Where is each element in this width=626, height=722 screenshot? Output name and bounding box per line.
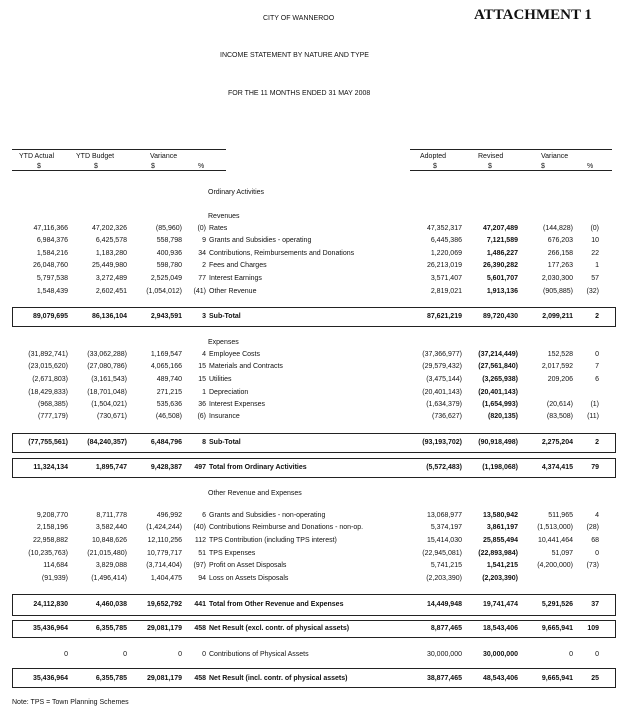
cell-b: 6,355,785	[95, 675, 127, 682]
cell-n: Net Result (incl. contr. of physical assets)	[209, 675, 348, 682]
table-row	[0, 511, 626, 521]
cell-p: (73)	[586, 562, 599, 569]
cell-rv: (1,654,993)	[482, 401, 518, 408]
cell-c: 15	[198, 363, 206, 370]
cell-n: Depreciation	[209, 389, 249, 396]
cell-n: TPS Expenses	[209, 550, 256, 557]
cell-c: 441	[194, 601, 206, 608]
cell-p: 0	[595, 351, 599, 358]
cell-a: 35,436,964	[32, 675, 68, 682]
divider	[410, 149, 612, 150]
cell-p: 10	[591, 237, 599, 244]
cell-rv: (27,561,840)	[478, 363, 518, 370]
cell-p: 37	[591, 601, 599, 608]
cell-ad: 26,213,019	[426, 262, 462, 269]
cell-n: Materials and Contracts	[209, 363, 283, 370]
cell-ad: 87,621,219	[426, 313, 462, 320]
cell-c: 9	[202, 237, 206, 244]
table-row	[0, 375, 626, 385]
cell-ad: 15,414,030	[426, 537, 462, 544]
cell-p: (28)	[586, 524, 599, 531]
cell-p: 1	[595, 262, 599, 269]
cell-b: 6,425,578	[95, 237, 127, 244]
cell-p: (1)	[590, 401, 599, 408]
cell-p: 0	[595, 651, 599, 658]
cell-a: 6,984,376	[36, 237, 68, 244]
report-period: FOR THE 11 MONTHS ENDED 31 MAY 2008	[228, 90, 371, 97]
net-box	[12, 620, 616, 638]
cell-p: 57	[591, 275, 599, 282]
cell-a: 11,324,134	[33, 464, 68, 471]
cell-c: 497	[194, 464, 206, 471]
table-row	[0, 400, 626, 410]
subtotal-box	[12, 433, 616, 453]
divider	[12, 149, 226, 150]
col-dollar: $	[151, 163, 155, 170]
cell-v: 598,780	[156, 262, 182, 269]
cell-ad: 38,877,465	[426, 675, 462, 682]
cell-vv: (83,508)	[546, 413, 573, 420]
cell-ad: 1,220,069	[430, 250, 462, 257]
cell-v: 558,798	[156, 237, 182, 244]
cell-p: (0)	[590, 225, 599, 232]
cell-ad: 6,445,386	[430, 237, 462, 244]
table-row	[0, 287, 626, 297]
cell-b: 6,355,785	[95, 625, 127, 632]
net-box	[12, 668, 616, 688]
cell-ad: 2,819,021	[430, 288, 462, 295]
cell-n: Interest Expenses	[209, 401, 266, 408]
cell-b: (21,015,480)	[87, 550, 127, 557]
cell-n: Grants and Subsidies - operating	[209, 237, 312, 244]
cell-b: 1,895,747	[95, 464, 127, 471]
table-row	[0, 549, 626, 559]
cell-b: 10,848,626	[91, 537, 127, 544]
cell-vv: 4,374,415	[541, 464, 573, 471]
cell-v: 271,215	[156, 389, 182, 396]
col-percent: %	[587, 163, 594, 170]
cell-rv: 1,486,227	[486, 250, 518, 257]
cell-a: 22,958,882	[32, 537, 68, 544]
cell-c: 3	[202, 313, 206, 320]
cell-vv: 152,528	[547, 351, 573, 358]
cell-vv: (4,200,000)	[537, 562, 573, 569]
cell-v: 29,081,179	[146, 625, 182, 632]
cell-a: 35,436,964	[32, 625, 68, 632]
cell-c: (6)	[197, 413, 206, 420]
cell-p: 25	[591, 675, 599, 682]
attachment-label: ATTACHMENT 1	[474, 7, 592, 23]
cell-p: 7	[595, 363, 599, 370]
section-expenses: Expenses	[208, 339, 239, 346]
cell-rv: 1,913,136	[486, 288, 518, 295]
cell-v: 12,110,256	[147, 537, 182, 544]
cell-rv: 25,855,494	[482, 537, 518, 544]
cell-n: Other Revenue	[209, 288, 257, 295]
cell-c: 34	[198, 250, 206, 257]
cell-p: 0	[595, 550, 599, 557]
cell-vv: 0	[569, 651, 573, 658]
cell-b: 0	[123, 651, 127, 658]
cell-rv: 48,543,406	[482, 675, 518, 682]
cell-c: 0	[202, 651, 206, 658]
cell-ad: 13,068,977	[426, 512, 462, 519]
cell-vv: 5,291,526	[541, 601, 573, 608]
cell-p: (11)	[587, 413, 599, 420]
cell-ad: (1,634,379)	[426, 401, 462, 408]
cell-vv: 676,203	[547, 237, 573, 244]
cell-ad: (736,627)	[432, 413, 462, 420]
section-ordinary: Ordinary Activities	[208, 189, 265, 196]
cell-a: 26,048,760	[32, 262, 68, 269]
cell-v: 1,404,475	[150, 575, 182, 582]
cell-v: 2,943,591	[150, 313, 182, 320]
table-row	[0, 224, 626, 234]
table-row	[0, 236, 626, 246]
cell-c: 112	[194, 537, 206, 544]
cell-vv: 2,099,211	[542, 313, 573, 320]
cell-c: 6	[202, 512, 206, 519]
cell-b: 3,272,489	[95, 275, 127, 282]
cell-a: 24,112,830	[33, 601, 68, 608]
cell-c: (97)	[193, 562, 206, 569]
cell-v: 9,428,387	[150, 464, 182, 471]
cell-ad: (20,401,143)	[422, 389, 462, 396]
cell-rv: (1,198,068)	[482, 464, 518, 471]
table-row	[0, 249, 626, 259]
table-row	[0, 561, 626, 571]
table-row	[0, 362, 626, 372]
cell-a: 2,158,196	[36, 524, 68, 531]
cell-ad: (22,945,081)	[422, 550, 462, 557]
cell-vv: 2,030,300	[541, 275, 573, 282]
cell-rv: (22,893,984)	[478, 550, 518, 557]
cell-vv: 266,158	[547, 250, 573, 257]
cell-ad: (37,366,977)	[422, 351, 462, 358]
table-row	[0, 650, 626, 660]
cell-ad: 5,374,197	[430, 524, 462, 531]
cell-v: 489,740	[156, 376, 182, 383]
cell-vv: (144,828)	[543, 225, 573, 232]
cell-n: Loss on Assets Disposals	[209, 575, 289, 582]
cell-rv: (3,265,938)	[482, 376, 518, 383]
cell-vv: 51,097	[551, 550, 573, 557]
col-dollar: $	[37, 163, 41, 170]
cell-b: 8,711,778	[96, 512, 127, 519]
cell-a: (77,755,561)	[28, 439, 68, 446]
cell-b: 1,183,280	[95, 250, 127, 257]
cell-rv: 89,720,430	[482, 313, 518, 320]
cell-v: 2,525,049	[150, 275, 182, 282]
cell-v: 535,636	[156, 401, 182, 408]
cell-n: Total from Other Revenue and Expenses	[209, 601, 344, 608]
cell-v: 19,652,792	[146, 601, 182, 608]
cell-vv: 2,275,204	[541, 439, 573, 446]
col-dollar: $	[94, 163, 98, 170]
cell-ad: (5,572,483)	[426, 464, 462, 471]
cell-a: (18,429,833)	[28, 389, 68, 396]
cell-a: (10,235,763)	[28, 550, 68, 557]
col-variance-2: Variance	[541, 153, 569, 160]
cell-vv: (905,885)	[543, 288, 573, 295]
cell-c: 8	[202, 439, 206, 446]
cell-n: Insurance	[209, 413, 240, 420]
cell-c: (40)	[193, 524, 206, 531]
table-row	[0, 350, 626, 360]
cell-vv: 9,665,941	[541, 675, 573, 682]
total-box	[12, 458, 616, 478]
cell-rv: (2,203,390)	[482, 575, 518, 582]
cell-ad: (93,193,702)	[422, 439, 462, 446]
cell-p: 109	[587, 625, 599, 632]
cell-vv: 9,665,941	[541, 625, 573, 632]
cell-rv: 13,580,942	[482, 512, 518, 519]
cell-b: 86,136,104	[91, 313, 127, 320]
cell-v: 1,169,547	[150, 351, 182, 358]
cell-vv: (20,614)	[546, 401, 573, 408]
cell-ad: (3,475,144)	[426, 376, 462, 383]
cell-rv: (20,401,143)	[478, 389, 518, 396]
cell-c: 77	[198, 275, 206, 282]
cell-v: 400,936	[156, 250, 182, 257]
cell-n: Contributions, Reimbursements and Donations	[209, 250, 355, 257]
cell-c: 94	[198, 575, 206, 582]
table-row	[0, 412, 626, 422]
cell-ad: (2,203,390)	[426, 575, 462, 582]
cell-b: 47,202,326	[91, 225, 127, 232]
cell-b: (18,701,048)	[87, 389, 127, 396]
cell-rv: (820,135)	[488, 413, 518, 420]
cell-b: (1,504,021)	[91, 401, 127, 408]
cell-n: Utilities	[209, 376, 232, 383]
cell-rv: (37,214,449)	[478, 351, 518, 358]
cell-rv: 7,121,589	[486, 237, 518, 244]
cell-vv: 10,441,464	[537, 537, 573, 544]
cell-v: 29,081,179	[146, 675, 182, 682]
cell-a: 5,797,538	[36, 275, 68, 282]
cell-c: (41)	[193, 288, 206, 295]
cell-c: 36	[198, 401, 206, 408]
cell-p: 68	[591, 537, 599, 544]
col-adopted: Adopted	[420, 153, 447, 160]
divider	[410, 170, 612, 171]
cell-n: Rates	[209, 225, 228, 232]
cell-n: Contributions Reimburse and Donations - non-op.	[209, 524, 364, 531]
cell-n: Total from Ordinary Activities	[209, 464, 307, 471]
table-row	[0, 388, 626, 398]
cell-c: 458	[194, 625, 206, 632]
cell-ad: 14,449,948	[426, 601, 462, 608]
cell-ad: 5,741,215	[430, 562, 462, 569]
cell-p: 22	[591, 250, 599, 257]
cell-c: (0)	[197, 225, 206, 232]
cell-v: (1,054,012)	[146, 288, 182, 295]
col-dollar: $	[488, 163, 492, 170]
cell-rv: 30,000,000	[482, 651, 518, 658]
table-row	[0, 261, 626, 271]
cell-ad: 3,571,407	[430, 275, 462, 282]
subtotal-box	[12, 307, 616, 327]
cell-b: (33,062,288)	[87, 351, 127, 358]
cell-rv: 26,390,282	[482, 262, 518, 269]
cell-n: Grants and Subsidies - non-operating	[209, 512, 326, 519]
cell-p: 2	[595, 313, 599, 320]
cell-vv: (1,513,000)	[537, 524, 573, 531]
cell-b: 3,829,088	[95, 562, 127, 569]
cell-v: 6,484,796	[150, 439, 182, 446]
cell-p: 4	[595, 512, 599, 519]
cell-rv: 19,741,474	[482, 601, 518, 608]
cell-n: Employee Costs	[209, 351, 260, 358]
cell-b: (84,240,357)	[87, 439, 127, 446]
cell-v: 0	[178, 651, 182, 658]
cell-n: Net Result (excl. contr. of physical assets)	[209, 625, 350, 632]
col-ytd-budget: YTD Budget	[76, 153, 115, 160]
report-title: INCOME STATEMENT BY NATURE AND TYPE	[220, 52, 369, 59]
table-row	[0, 523, 626, 533]
cell-v: 4,065,166	[150, 363, 182, 370]
cell-p: 2	[595, 439, 599, 446]
cell-b: 3,582,440	[95, 524, 127, 531]
cell-a: (31,892,741)	[28, 351, 68, 358]
table-row	[0, 536, 626, 546]
cell-b: (3,161,543)	[91, 376, 127, 383]
col-dollar: $	[433, 163, 437, 170]
cell-a: 47,116,366	[33, 225, 68, 232]
cell-c: 458	[194, 675, 206, 682]
cell-b: 2,602,451	[95, 288, 127, 295]
cell-a: 0	[64, 651, 68, 658]
cell-n: Sub-Total	[209, 313, 241, 320]
cell-vv: 209,206	[547, 376, 573, 383]
cell-ad: 30,000,000	[426, 651, 462, 658]
cell-b: (1,496,414)	[91, 575, 127, 582]
cell-p: 6	[595, 376, 599, 383]
cell-rv: 5,601,707	[486, 275, 518, 282]
cell-n: Fees and Charges	[209, 262, 267, 269]
cell-rv: 3,861,197	[486, 524, 518, 531]
cell-v: (3,714,404)	[146, 562, 182, 569]
cell-b: (27,080,786)	[87, 363, 127, 370]
cell-rv: 47,207,489	[482, 225, 518, 232]
footnote: Note: TPS = Town Planning Schemes	[12, 699, 129, 706]
cell-a: 9,208,770	[36, 512, 68, 519]
cell-vv: 2,017,592	[541, 363, 573, 370]
cell-a: 89,079,695	[32, 313, 68, 320]
cell-p: (32)	[586, 288, 599, 295]
cell-n: Sub-Total	[209, 439, 241, 446]
cell-a: 114,684	[43, 562, 68, 569]
table-row	[0, 574, 626, 584]
cell-v: (85,960)	[155, 225, 182, 232]
cell-c: 2	[202, 262, 206, 269]
cell-a: (23,015,620)	[28, 363, 68, 370]
cell-n: Profit on Asset Disposals	[209, 562, 287, 569]
cell-n: TPS Contribution (including TPS interest)	[209, 537, 337, 544]
cell-p: 79	[591, 464, 599, 471]
cell-a: (777,179)	[38, 413, 68, 420]
cell-a: (968,385)	[38, 401, 68, 408]
cell-ad: 8,877,465	[430, 625, 462, 632]
org-name: CITY OF WANNEROO	[263, 15, 335, 22]
cell-v: 496,992	[156, 512, 182, 519]
cell-b: 4,460,038	[95, 601, 127, 608]
total-box	[12, 594, 616, 616]
cell-n: Interest Earnings	[209, 275, 262, 282]
cell-rv: (90,918,498)	[478, 439, 518, 446]
cell-v: 10,779,717	[146, 550, 182, 557]
col-dollar: $	[541, 163, 545, 170]
cell-n: Contributions of Physical Assets	[209, 651, 309, 658]
cell-ad: (29,579,432)	[422, 363, 462, 370]
cell-c: 51	[198, 550, 206, 557]
cell-v: (1,424,244)	[146, 524, 182, 531]
section-revenues: Revenues	[208, 213, 240, 220]
col-revised: Revised	[478, 153, 504, 160]
cell-b: 25,449,980	[91, 262, 127, 269]
col-percent: %	[198, 163, 205, 170]
cell-b: (730,671)	[97, 413, 127, 420]
cell-rv: 1,541,215	[486, 562, 518, 569]
col-ytd-actual: YTD Actual	[19, 153, 55, 160]
cell-a: (91,939)	[41, 575, 68, 582]
table-row	[0, 274, 626, 284]
cell-vv: 511,965	[548, 512, 573, 519]
cell-a: 1,584,216	[36, 250, 68, 257]
cell-vv: 177,263	[547, 262, 573, 269]
divider	[12, 170, 226, 171]
cell-c: 15	[198, 376, 206, 383]
col-variance: Variance	[150, 153, 178, 160]
cell-ad: 47,352,317	[426, 225, 462, 232]
cell-v: (46,508)	[155, 413, 182, 420]
cell-a: 1,548,439	[36, 288, 68, 295]
section-other: Other Revenue and Expenses	[208, 490, 302, 497]
cell-c: 1	[202, 389, 206, 396]
cell-rv: 18,543,406	[482, 625, 518, 632]
cell-a: (2,671,803)	[32, 376, 68, 383]
cell-c: 4	[202, 351, 206, 358]
